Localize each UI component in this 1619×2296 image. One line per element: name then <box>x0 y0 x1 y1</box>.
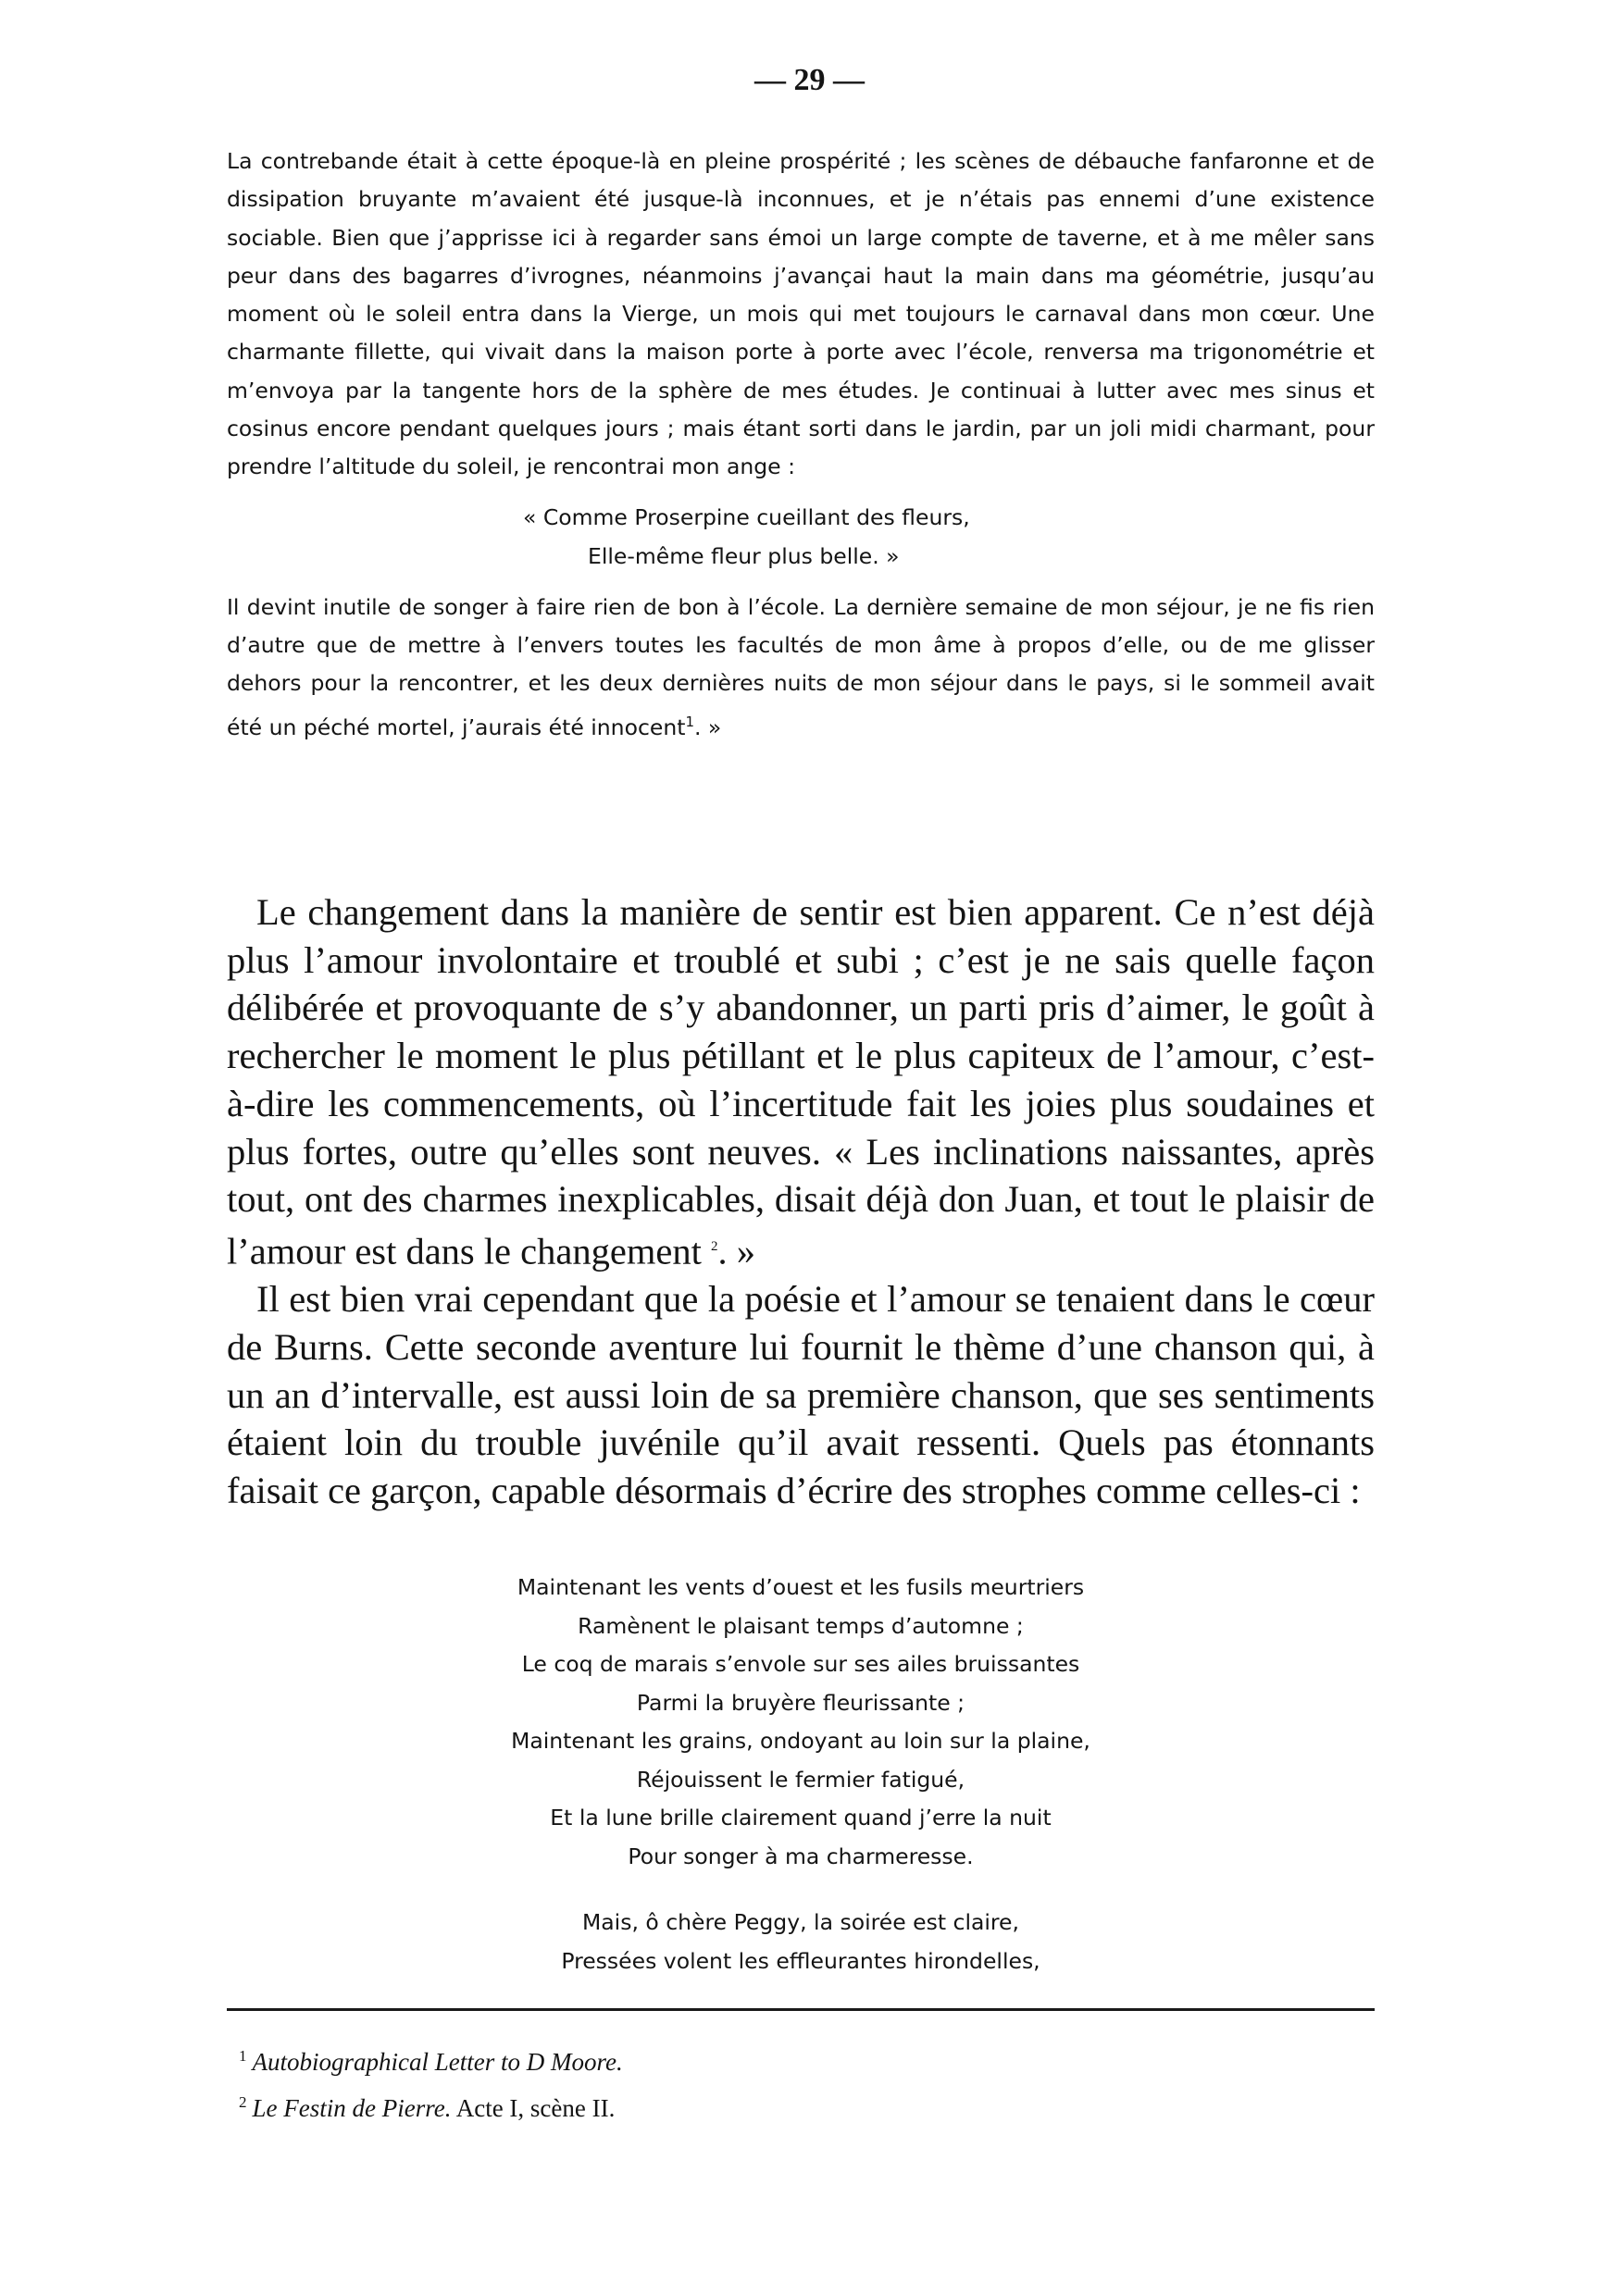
body-paragraph: Il est bien vrai cependant que la poésie et l’amour se tenaient dans le cœur de Burns. Cette seconde aventure lui fournit le thème d’une chanson qui, à un an d’intervalle, est aussi loin de sa première chanson, que ses sentiments étaient loin du trouble juvénile qu’il avait ressenti. Quels pas étonnants faisait ce garçon, capable désormais d’écrire des strophes comme celles-ci : <box>227 1278 1375 1511</box>
footnote <box>239 2036 623 2082</box>
body-paragraph-text: Le changement dans la manière de sentir est bien apparent. Ce n’est déjà plus l’amour involontaire et troublé et subi ; c’est je ne sais quelle façon délibérée et provoquante de s’y abandonner, un parti pris d’aimer, le goût à rechercher le moment le plus pétillant et le plus capiteux de l’amour, c’est-à-dire les commencements, où l’incertitude fait les joies plus soudaines et plus fortes, outre qu’elles sont neuves. « Les inclinations naissantes, après tout, ont des charmes inexplicables, disait déjà don Juan, et tout le plaisir de l’amour est dans le changement <box>227 891 1375 1272</box>
stanza-break <box>227 1876 1375 1904</box>
verse-line: Le coq de marais s’envole sur ses ailes bruissantes <box>521 1651 1080 1677</box>
footnote-ref[interactable]: 1 <box>685 713 694 730</box>
footnote-mark: 2 <box>239 2093 247 2111</box>
footnotes <box>239 2036 623 2128</box>
couplet-line: « Comme Proserpine cueillant des fleurs, <box>523 503 970 530</box>
quote-paragraph <box>227 143 1375 487</box>
verse-line: Maintenant les grains, ondoyant au loin sur la plaine, <box>511 1728 1090 1754</box>
verse-line: Réjouissent le fermier fatigué, <box>636 1766 965 1793</box>
body-closing: . » <box>717 1230 755 1272</box>
quote-paragraph-text: Il devint inutile de songer à faire rien de bon à l’école. La dernière semaine de mon séjour, je ne fis rien d’autre que de mettre à l’envers toutes les facultés de mon âme à propos d’elle, ou de me glisser dehors pour la rencontrer, et les deux dernières nuits de mon séjour dans le pays, si le sommeil avait été un péché mortel, j’aurais été innocent <box>227 593 1375 740</box>
quote-closing: . » <box>693 714 722 740</box>
couplet-line: Elle-même fleur plus belle. » <box>588 542 900 569</box>
body-paragraph <box>227 888 1375 1275</box>
footnote-separator <box>227 2008 1375 2011</box>
page-number: — 29 — <box>754 63 865 97</box>
song-stanzas <box>227 1569 1375 1980</box>
verse-line: Pressées volent les effleurantes hirondelles, <box>561 1947 1040 1974</box>
footnote-title: Autobiographical Letter to D Moore. <box>252 2048 623 2076</box>
verse-line: Ramènent le plaisant temps d’automne ; <box>578 1612 1024 1639</box>
verse-line: Parmi la bruyère fleurissante ; <box>636 1689 965 1716</box>
verse-line: Maintenant les vents d’ouest et les fusils meurtriers <box>517 1574 1085 1600</box>
quoted-couplet <box>227 498 1375 576</box>
verse-line: Mais, ô chère Peggy, la soirée est claire, <box>582 1909 1019 1935</box>
footnote-title: Le Festin de Pierre. <box>252 2094 452 2122</box>
footnote-ref[interactable]: 2 <box>710 1238 718 1254</box>
footnote <box>239 2082 623 2128</box>
quote-paragraph <box>227 589 1375 747</box>
quote-paragraph-text: La contrebande était à cette époque-là en pleine prospérité ; les scènes de débauche fanfaronne et de dissipation bruyante m’avaient été jusque-là inconnues, et je n’étais pas ennemi d’une existence sociable. Bien que j’apprisse ici à regarder sans émoi un large compte de taverne, et à me mêler sans peur dans des bagarres d’ivrognes, néanmoins j’avançai haut la main dans ma géométrie, jusqu’au moment où le soleil entra dans la Vierge, un mois qui met toujours le carnaval dans mon cœur. Une charmante fillette, qui vivait dans la maison porte à porte avec l’école, renversa ma trigonométrie et m’envoya par la tangente hors de la sphère de mes études. Je continuai à lutter avec mes sinus et cosinus encore pendant quelques jours ; mais étant sorti dans le jardin, par un joli midi charmant, pour prendre l’altitude du soleil, je rencontrai mon ange : <box>227 148 1375 480</box>
quoted-letter <box>227 143 1375 747</box>
footnote-rest: Acte I, scène II. <box>451 2094 616 2122</box>
verse-line: Et la lune brille clairement quand j’erre la nuit <box>550 1805 1052 1831</box>
footnote-mark: 1 <box>239 2047 247 2065</box>
body-text <box>227 888 1375 1515</box>
verse-line: Pour songer à ma charmeresse. <box>628 1843 974 1869</box>
